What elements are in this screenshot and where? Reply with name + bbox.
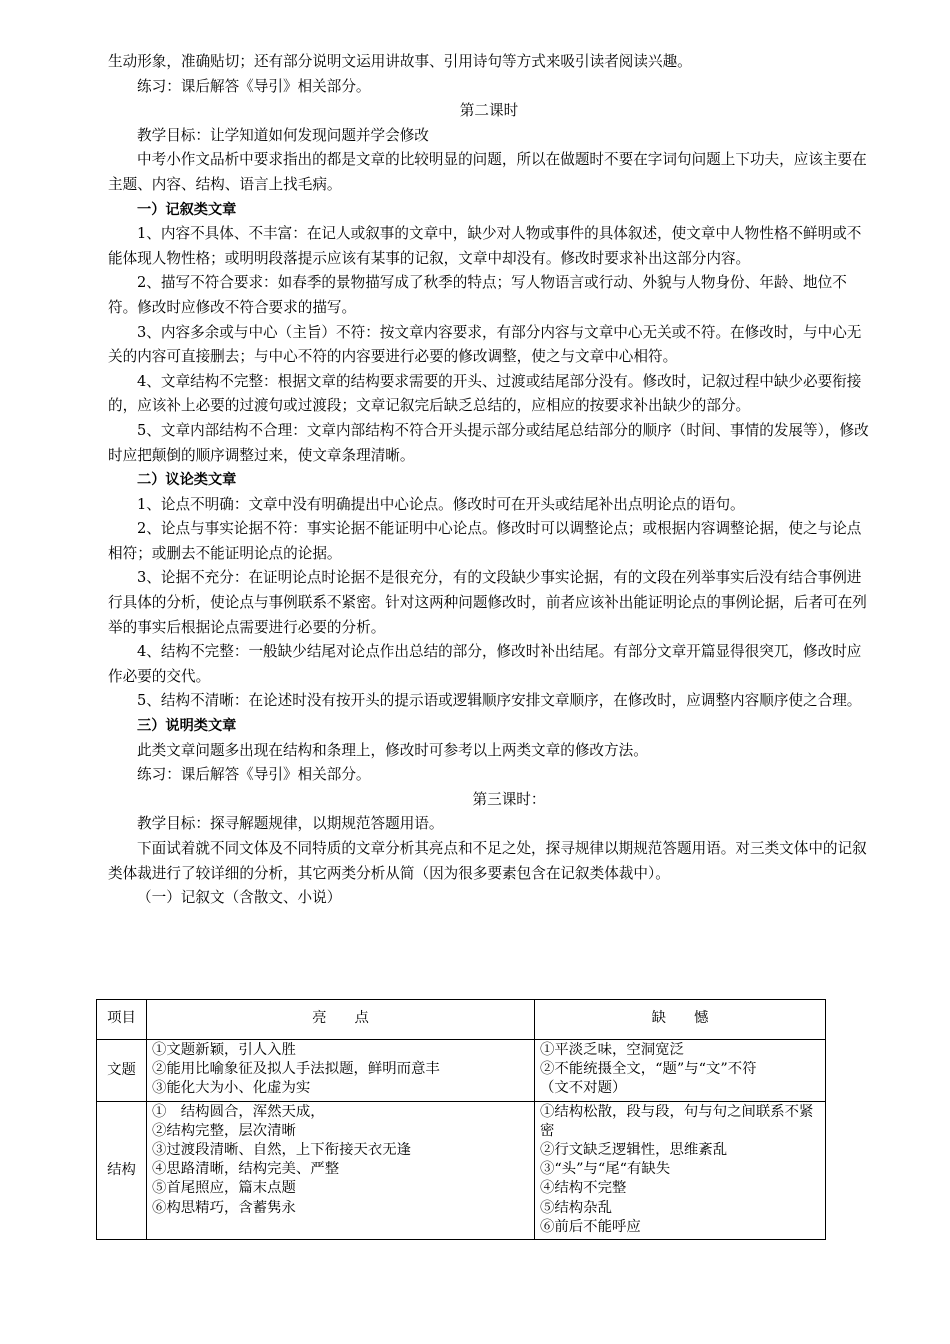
paragraph-carryover: 生动形象，准确贴切；还有部分说明文运用讲故事、引用诗句等方式来吸引读者阅读兴趣。 bbox=[108, 53, 692, 70]
document-body bbox=[108, 50, 870, 911]
list-item: ④思路清晰，结构完美、严整 bbox=[152, 1161, 340, 1178]
narrative-item: 2、描写不符合要求：如春季的景物描写成了秋季的特点；写人物语言或行动、外貌与人物身份、年龄、地位不符。修改时应修改不符合要求的描写。 bbox=[108, 274, 847, 316]
argument-item: 2、论点与事实论据不符：事实论据不能证明中心论点。修改时可以调整论点；或根据内容调整论据，使之与论点相符；或删去不能证明论点的论据。 bbox=[108, 520, 862, 562]
argument-item: 1、论点不明确：文章中没有明确提出中心论点。修改时可在开头或结尾补出点明论点的语句。 bbox=[137, 495, 745, 513]
section-heading-expository: 三）说明类文章 bbox=[137, 718, 237, 735]
argument-item: 3、论据不充分：在证明论点时论据不是很充分，有的文段缺少事实论据，有的文段在列举事实后没有结合事例进行具体的分析，使论点与事例联系不紧密。针对这两种问题修改时，前者应该补出能证明论点的事例论据，后者可在列举的事实后根据论点需要进行必要的分析。 bbox=[108, 569, 867, 636]
header-flaws bbox=[535, 1000, 826, 1040]
list-item: ①结构松散，段与段，句与句之间联系不紧密 bbox=[540, 1103, 814, 1139]
header-char: 缺 bbox=[651, 1010, 666, 1027]
header-char: 亮 bbox=[312, 1010, 327, 1027]
section-heading-narrative: 一）记叙类文章 bbox=[137, 201, 237, 218]
argument-item: 5、结构不清晰：在论述时没有按开头的提示语或逻辑顺序安排文章顺序，在修改时，应调整内容顺序使之合理。 bbox=[137, 692, 862, 710]
practice-note-2: 练习：课后解答《导引》相关部分。 bbox=[137, 766, 371, 784]
lesson2-title: 第二课时 bbox=[459, 102, 519, 120]
narrative-item: 4、文章结构不完整：根据文章的结构要求需要的开头、过渡或结尾部分没有。修改时，记叙过程中缺少必要衔接的，应该补上必要的过渡句或过渡段；文章记叙完后缺乏总结的，应相应的按要求补出缺少的部分。 bbox=[108, 372, 862, 415]
expository-item: 此类文章问题多出现在结构和条理上，修改时可参考以上两类文章的修改方法。 bbox=[137, 741, 648, 759]
header-highlights bbox=[147, 1000, 535, 1040]
header-item: 项目 bbox=[97, 1000, 147, 1040]
argument-item: 4、结构不完整：一般缺少结尾对论点作出总结的部分，修改时补出结尾。有部分文章开篇显得很突兀，修改时应作必要的交代。 bbox=[108, 643, 862, 685]
header-char: 憾 bbox=[694, 1010, 709, 1027]
lesson3-subheading: （一）记叙文（含散文、小说） bbox=[137, 889, 342, 907]
list-item: ①平淡乏味，空洞宽泛 bbox=[540, 1042, 684, 1058]
list-item: ②不能统摄全文，“题”与“文”不符 bbox=[540, 1061, 757, 1078]
title-highlights-cell bbox=[147, 1040, 535, 1102]
structure-highlights-cell bbox=[147, 1101, 535, 1239]
row-label-structure: 结构 bbox=[97, 1101, 147, 1239]
table-row bbox=[97, 1040, 826, 1102]
row-label-title: 文题 bbox=[97, 1040, 147, 1102]
list-item: ⑤首尾照应，篇末点题 bbox=[152, 1180, 296, 1197]
list-item: ⑥前后不能呼应 bbox=[540, 1218, 641, 1235]
lesson3-intro: 下面试着就不同文体及不同特质的文章分析其亮点和不足之处，探寻规律以期规范答题用语。对三类文体中的记叙类体裁进行了较详细的分析，其它两类分析从简（因为很多要素包含在记叙类体裁中）。 bbox=[108, 840, 867, 882]
table-header-row bbox=[97, 1000, 826, 1040]
narrative-item: 1、内容不具体、不丰富：在记人或叙事的文章中，缺少对人物或事件的具体叙述，使文章中人物性格不鲜明或不能体现人物性格；或明明段落提示应该有某事的记叙，文章中却没有。修改时要求补出这部分内容。 bbox=[108, 225, 862, 267]
lesson3-goal: 教学目标：探寻解题规律，以期规范答题用语。 bbox=[137, 815, 444, 833]
lesson2-goal: 教学目标：让学知道如何发现问题并学会修改 bbox=[137, 126, 429, 144]
list-item: ②行文缺乏逻辑性，思维紊乱 bbox=[540, 1142, 728, 1159]
structure-flaws-cell bbox=[535, 1101, 826, 1239]
narrative-item: 3、内容多余或与中心（主旨）不符：按文章内容要求，有部分内容与文章中心无关或不符。在修改时，与中心无关的内容可直接删去；与中心不符的内容要进行必要的修改调整，使之与文章中心相符。 bbox=[108, 323, 862, 366]
list-item: ②结构完整，层次清晰 bbox=[152, 1122, 296, 1139]
practice-note-1: 练习：课后解答《导引》相关部分。 bbox=[137, 77, 371, 95]
narrative-item: 5、文章内部结构不合理：文章内部结构不符合开头提示部分或结尾总结部分的顺序（时间、事情的发展等），修改时应把颠倒的顺序调整过来，使文章条理清晰。 bbox=[108, 421, 869, 464]
list-item: （文不对题） bbox=[540, 1080, 627, 1097]
list-item: ③“头”与“尾“有缺失 bbox=[540, 1161, 671, 1178]
list-item: ①文题新颖，引人入胜 bbox=[152, 1042, 296, 1058]
list-item: ③过渡段清晰、自然，上下衔接天衣无逢 bbox=[152, 1142, 412, 1159]
list-item: ④结构不完整 bbox=[540, 1180, 627, 1197]
section-heading-argument: 二）议论类文章 bbox=[137, 472, 237, 489]
title-flaws-cell bbox=[535, 1040, 826, 1102]
list-item: ⑤结构杂乱 bbox=[540, 1199, 612, 1216]
table-row bbox=[97, 1101, 826, 1239]
lesson2-intro: 中考小作文品析中要求指出的都是文章的比较明显的问题，所以在做题时不要在字词句问题上下功夫，应该主要在主题、内容、结构、语言上找毛病。 bbox=[108, 151, 867, 193]
list-item: ②能用比喻象征及拟人手法拟题，鲜明而意丰 bbox=[152, 1061, 440, 1078]
list-item: ③能化大为小、化虚为实 bbox=[152, 1080, 311, 1097]
analysis-table bbox=[96, 999, 826, 1240]
list-item: ⑥构思精巧，含蓄隽永 bbox=[152, 1199, 296, 1216]
list-item: ① 结构圆合，浑然天成， bbox=[152, 1103, 325, 1120]
header-char: 点 bbox=[354, 1010, 369, 1027]
lesson3-title: 第三课时： bbox=[472, 790, 546, 808]
